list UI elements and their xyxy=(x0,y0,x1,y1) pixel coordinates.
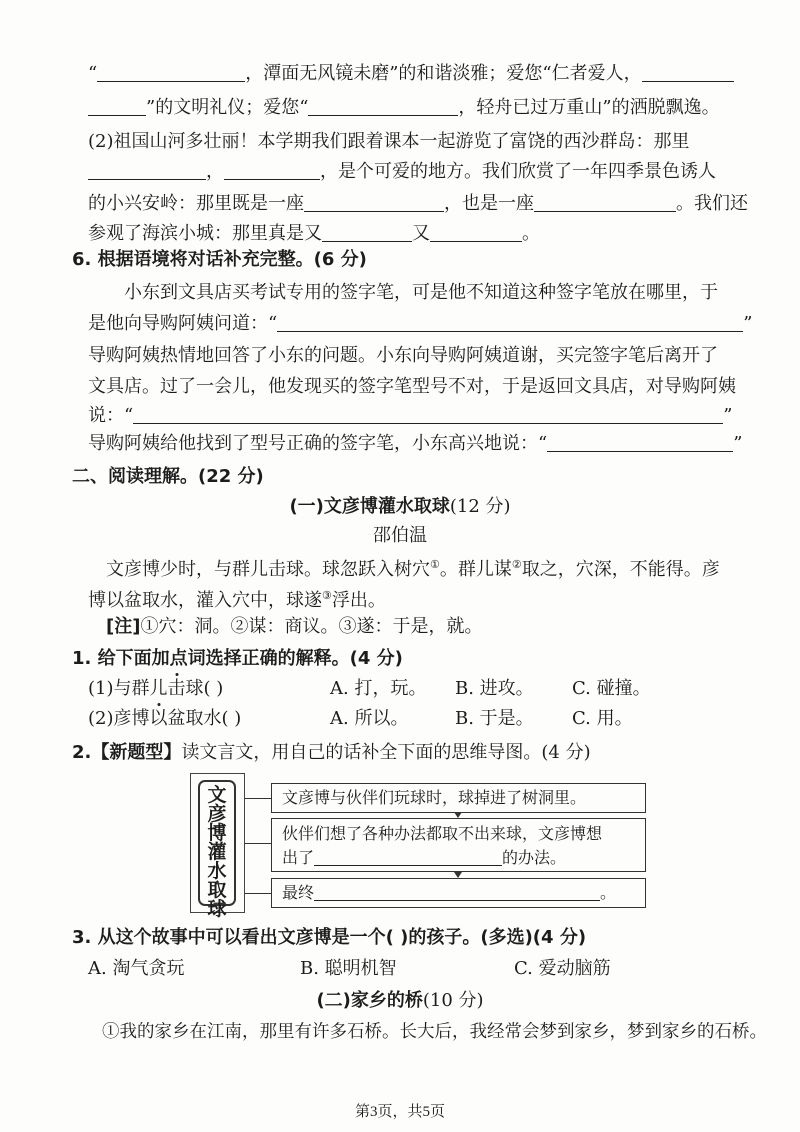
passage-2-text-1: ①我的家乡在江南，那里有许多石桥。长大后，我经常会梦到家乡，梦到家乡的石桥。 xyxy=(102,1022,767,1042)
q1-title: 1. 给下面加点词选择正确的解释。(4 分) xyxy=(72,648,403,669)
q6-para-2: 是他向导购阿姨问道：“ ” xyxy=(88,313,753,334)
q6-para-5: 说：“ ” xyxy=(88,405,733,426)
passage-2-title: (二)家乡的桥(10 分) xyxy=(316,990,484,1011)
answer-paren[interactable]: 盆取水( ) xyxy=(167,708,242,729)
q3-title: 3. 从这个故事中可以看出文彦博是一个( )的孩子。(多选)(4 分) xyxy=(72,927,587,948)
connector xyxy=(245,893,271,894)
mindmap-box-1: 文彦博与伙伴们玩球时，球掉进了树洞里。 xyxy=(271,783,646,813)
q1-row-2: (2)彦博以盆取水( ) A. 所以。 B. 于是。 C. 用。 xyxy=(88,708,633,729)
option-a[interactable]: A. 打，玩。 xyxy=(330,678,427,699)
q6-para-3: 导购阿姨热情地回答了小东的问题。小东向导购阿姨道谢，买完签字笔后离开了 xyxy=(88,345,718,366)
mindmap-box-3: 最终 。 xyxy=(271,878,646,908)
answer-blank[interactable] xyxy=(642,63,734,82)
q5-line-6: 参观了海滨小城：那里真是又 又 。 xyxy=(88,223,540,244)
passage-1-note: [注]①穴：洞。②谋：商议。③遂：于是，就。 xyxy=(106,616,483,637)
mindmap-blank[interactable] xyxy=(314,849,502,866)
q1-row-1: (1)与群儿击球( ) A. 打，玩。 B. 进攻。 C. 碰撞。 xyxy=(88,678,651,699)
passage-1-title: (一)文彦博灌水取球(12 分) xyxy=(289,496,511,517)
q6-title: 6. 根据语境将对话补充完整。(6 分) xyxy=(72,249,367,270)
connector xyxy=(245,843,271,844)
q6-para-1: 小东到文具店买考试专用的签字笔，可是他不知道这种签字笔放在哪里，于 xyxy=(124,282,718,303)
answer-blank[interactable] xyxy=(88,161,206,180)
dialogue-blank[interactable] xyxy=(277,313,743,332)
answer-blank[interactable] xyxy=(430,223,522,242)
answer-paren[interactable]: 球( ) xyxy=(185,678,224,699)
mindmap-box-2: 伙伴们想了各种办法都取不出来球，文彦博想 出了 的办法。 xyxy=(271,818,646,872)
q2-title: 2.【新题型】读文言文，用自己的话补全下面的思维导图。(4 分) xyxy=(72,742,591,763)
q5-line-2: ”的文明礼仪；爱您“ ，轻舟已过万重山”的洒脱飘逸。 xyxy=(88,96,758,120)
q6-para-6: 导购阿姨给他找到了型号正确的签字笔，小东高兴地说：“ ” xyxy=(88,433,743,454)
answer-blank[interactable] xyxy=(97,63,245,82)
option-c[interactable]: C. 爱动脑筋 xyxy=(514,958,611,979)
option-c[interactable]: C. 用。 xyxy=(572,708,633,729)
answer-blank[interactable] xyxy=(534,193,676,212)
dialogue-blank[interactable] xyxy=(547,433,733,452)
passage-1-author: 邵伯温 xyxy=(373,525,427,546)
q5-line-3: (2)祖国山河多壮丽！本学期我们跟着课本一起游览了富饶的西沙群岛：那里 xyxy=(88,131,690,152)
q5-line-5: 的小兴安岭：那里既是一座 ，也是一座 。我们还 xyxy=(88,193,748,214)
option-b[interactable]: B. 于是。 xyxy=(455,708,534,729)
option-b[interactable]: B. 进攻。 xyxy=(455,678,534,699)
mindmap-blank[interactable] xyxy=(314,884,600,901)
option-b[interactable]: B. 聪明机智 xyxy=(300,958,397,979)
page-footer: 第3页，共5页 xyxy=(354,1104,445,1120)
answer-blank[interactable] xyxy=(224,161,320,180)
answer-blank[interactable] xyxy=(88,97,146,116)
q5-line-1: “ ，潭面无风镜未磨”的和谐淡雅；爱您“仁者爱人， xyxy=(88,62,758,86)
dialogue-blank[interactable] xyxy=(133,405,723,424)
q6-para-4: 文具店。过了一会儿，他发现买的签字笔型号不对，于是返回文具店，对导购阿姨 xyxy=(88,376,736,397)
connector xyxy=(245,798,271,799)
section-2-title: 二、阅读理解。(22 分) xyxy=(72,466,264,487)
answer-blank[interactable] xyxy=(308,97,458,116)
q5-line-4: ， ，是个可爱的地方。我们欣赏了一年四季景色诱人 xyxy=(88,160,758,184)
option-a[interactable]: A. 淘气贪玩 xyxy=(88,958,185,979)
q3-options xyxy=(88,957,758,981)
option-c[interactable]: C. 碰撞。 xyxy=(572,678,651,699)
answer-blank[interactable] xyxy=(304,193,444,212)
mindmap-title: 文 彦 博 灌 水 取 球 xyxy=(198,780,236,906)
option-a[interactable]: A. 所以。 xyxy=(330,708,409,729)
passage-1-text-1: 文彦博少时，与群儿击球。球忽跃入树穴①。群儿谋②取之，穴深，不能得。彦 xyxy=(106,558,720,580)
passage-1-text-2: 博以盆取水，灌入穴中，球遂③浮出。 xyxy=(88,589,386,611)
answer-blank[interactable] xyxy=(322,223,412,242)
